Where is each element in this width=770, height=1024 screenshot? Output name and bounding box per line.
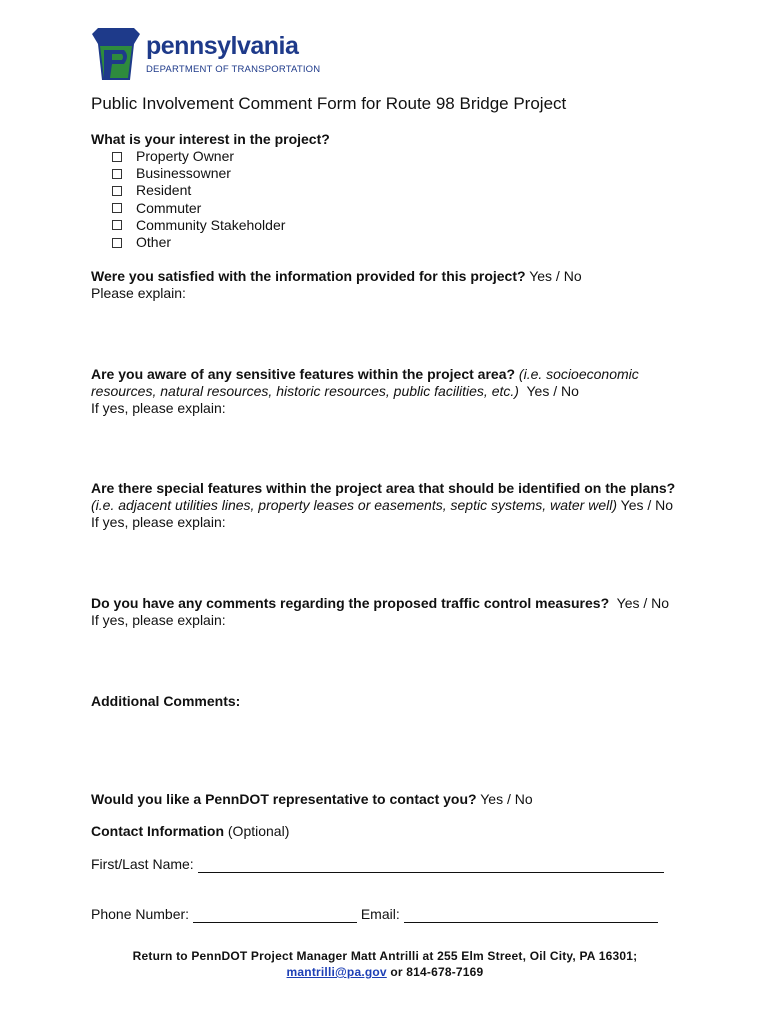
footer: Return to PennDOT Project Manager Matt Antrilli at 255 Elm Street, Oil City, PA 16301; mantrilli@pa.gov or 814-678-7169: [0, 948, 770, 980]
checkbox[interactable]: [112, 220, 122, 230]
pennsylvania-logo: [90, 28, 330, 84]
email-field[interactable]: [404, 908, 658, 923]
additional-comments-label: Additional Comments:: [91, 693, 241, 709]
form-title: Public Involvement Comment Form for Route 98 Bridge Project: [91, 94, 567, 113]
checkbox[interactable]: [112, 203, 122, 213]
yes-no-answer[interactable]: Yes / No: [620, 497, 674, 513]
option-businessowner[interactable]: Businessowner: [112, 165, 285, 182]
checkbox[interactable]: [112, 169, 122, 179]
logo-department: DEPARTMENT OF TRANSPORTATION: [146, 64, 321, 75]
contact-heading: Contact Information (Optional): [91, 823, 290, 839]
option-commuter[interactable]: Commuter: [112, 200, 285, 217]
keystone-logo-icon: [90, 28, 142, 84]
name-field-row: First/Last Name:: [91, 856, 664, 873]
logo-wordmark: pennsylvania: [146, 32, 299, 60]
interest-options: [112, 148, 285, 251]
option-resident[interactable]: Resident: [112, 182, 285, 199]
question-special-features: Are there special features within the project area that should be identified on the plans? (i.e. adjacent utilities lines, property leases or easements, septic systems, water well) Yes / No If yes, please explain:: [91, 480, 676, 530]
option-other[interactable]: Other: [112, 234, 285, 251]
checkbox[interactable]: [112, 186, 122, 196]
footer-phone: 814-678-7169: [406, 965, 484, 979]
name-field[interactable]: [198, 858, 664, 873]
question-sensitive-features: Are you aware of any sensitive features within the project area? (i.e. socioeconomic resources, natural resources, historic resources, public facilities, etc.) Yes / No If yes, please explain:: [91, 366, 639, 416]
phone-field[interactable]: [193, 908, 357, 923]
phone-email-row: Phone Number: Email:: [91, 906, 658, 923]
option-community-stakeholder[interactable]: Community Stakeholder: [112, 217, 285, 234]
question-satisfied: Were you satisfied with the information provided for this project? Yes / No Please explain:: [91, 268, 582, 301]
question-traffic-control: Do you have any comments regarding the proposed traffic control measures? Yes / No If yes, please explain:: [91, 595, 670, 628]
checkbox[interactable]: [112, 238, 122, 248]
yes-no-answer[interactable]: Yes / No: [616, 595, 670, 611]
checkbox[interactable]: [112, 152, 122, 162]
footer-email-link[interactable]: mantrilli@pa.gov: [286, 965, 387, 979]
yes-no-answer[interactable]: Yes / No: [529, 268, 582, 284]
yes-no-answer[interactable]: Yes / No: [480, 791, 533, 807]
option-property-owner[interactable]: Property Owner: [112, 148, 285, 165]
yes-no-answer[interactable]: Yes / No: [526, 383, 579, 399]
footer-return-address: Return to PennDOT Project Manager Matt Antrilli at 255 Elm Street, Oil City, PA 16301;: [132, 949, 638, 963]
interest-question: What is your interest in the project?: [91, 131, 330, 147]
question-contact: Would you like a PennDOT representative to contact you? Yes / No: [91, 791, 533, 807]
